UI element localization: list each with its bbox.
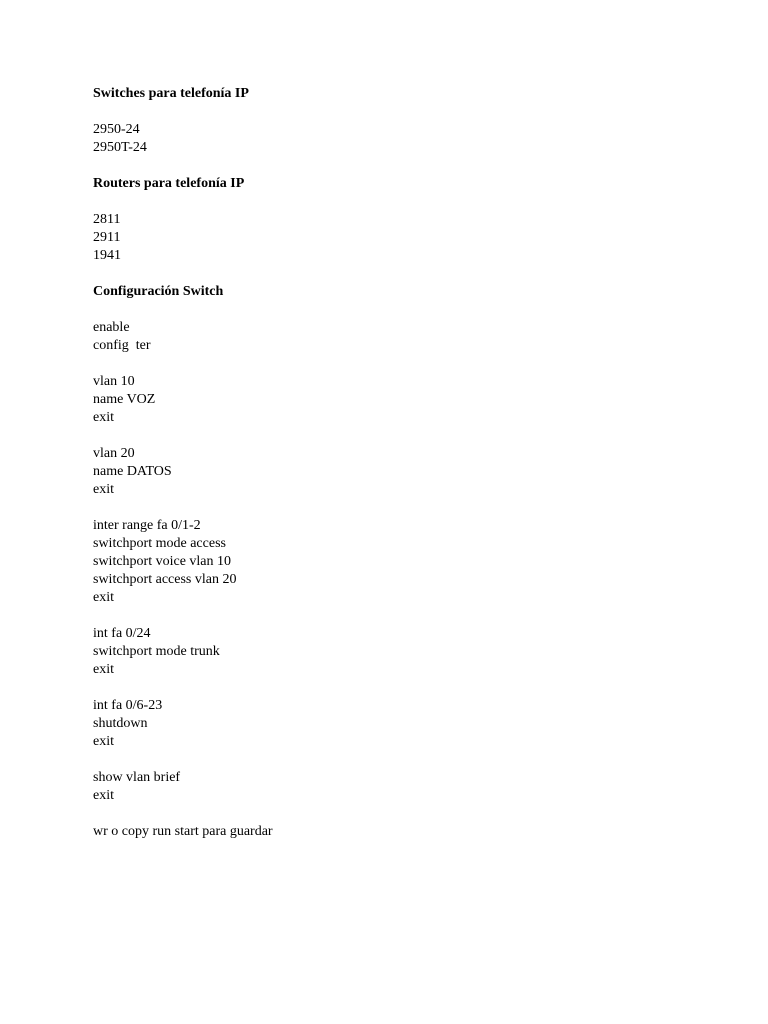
router-models-list	[93, 211, 713, 265]
switches-heading: Switches para telefonía IP	[93, 86, 249, 101]
command-line: enable	[93, 320, 130, 335]
config-heading: Configuración Switch	[93, 284, 224, 299]
command-line: switchport mode trunk	[93, 644, 220, 659]
document-page	[93, 85, 713, 859]
command-group-save	[93, 823, 713, 841]
command-line: switchport access vlan 20	[93, 572, 237, 587]
command-line: exit	[93, 482, 114, 497]
command-line: exit	[93, 662, 114, 677]
switch-model: 2950T-24	[93, 140, 147, 155]
router-model: 2911	[93, 230, 121, 245]
command-group-enable	[93, 319, 713, 355]
command-line: vlan 20	[93, 446, 135, 461]
router-model: 2811	[93, 212, 121, 227]
command-group-vlan-10	[93, 373, 713, 427]
switch-model: 2950-24	[93, 122, 140, 137]
command-line: exit	[93, 788, 114, 803]
command-line: shutdown	[93, 716, 148, 731]
command-group-vlan-20	[93, 445, 713, 499]
command-line: vlan 10	[93, 374, 135, 389]
command-line: name VOZ	[93, 392, 156, 407]
routers-heading: Routers para telefonía IP	[93, 176, 245, 191]
command-line: wr o copy run start para guardar	[93, 824, 273, 839]
command-line: name DATOS	[93, 464, 172, 479]
command-line: inter range fa 0/1-2	[93, 518, 201, 533]
command-line: switchport mode access	[93, 536, 226, 551]
command-line: int fa 0/24	[93, 626, 151, 641]
command-line: exit	[93, 734, 114, 749]
command-group-trunk	[93, 625, 713, 679]
command-line: exit	[93, 410, 114, 425]
command-line: config ter	[93, 338, 151, 353]
command-group-interface-range	[93, 517, 713, 607]
command-line: int fa 0/6-23	[93, 698, 163, 713]
router-model: 1941	[93, 248, 121, 263]
switch-models-list	[93, 121, 713, 157]
command-line: exit	[93, 590, 114, 605]
command-line: show vlan brief	[93, 770, 181, 785]
command-group-shutdown	[93, 697, 713, 751]
command-group-show-vlan	[93, 769, 713, 805]
command-line: switchport voice vlan 10	[93, 554, 232, 569]
